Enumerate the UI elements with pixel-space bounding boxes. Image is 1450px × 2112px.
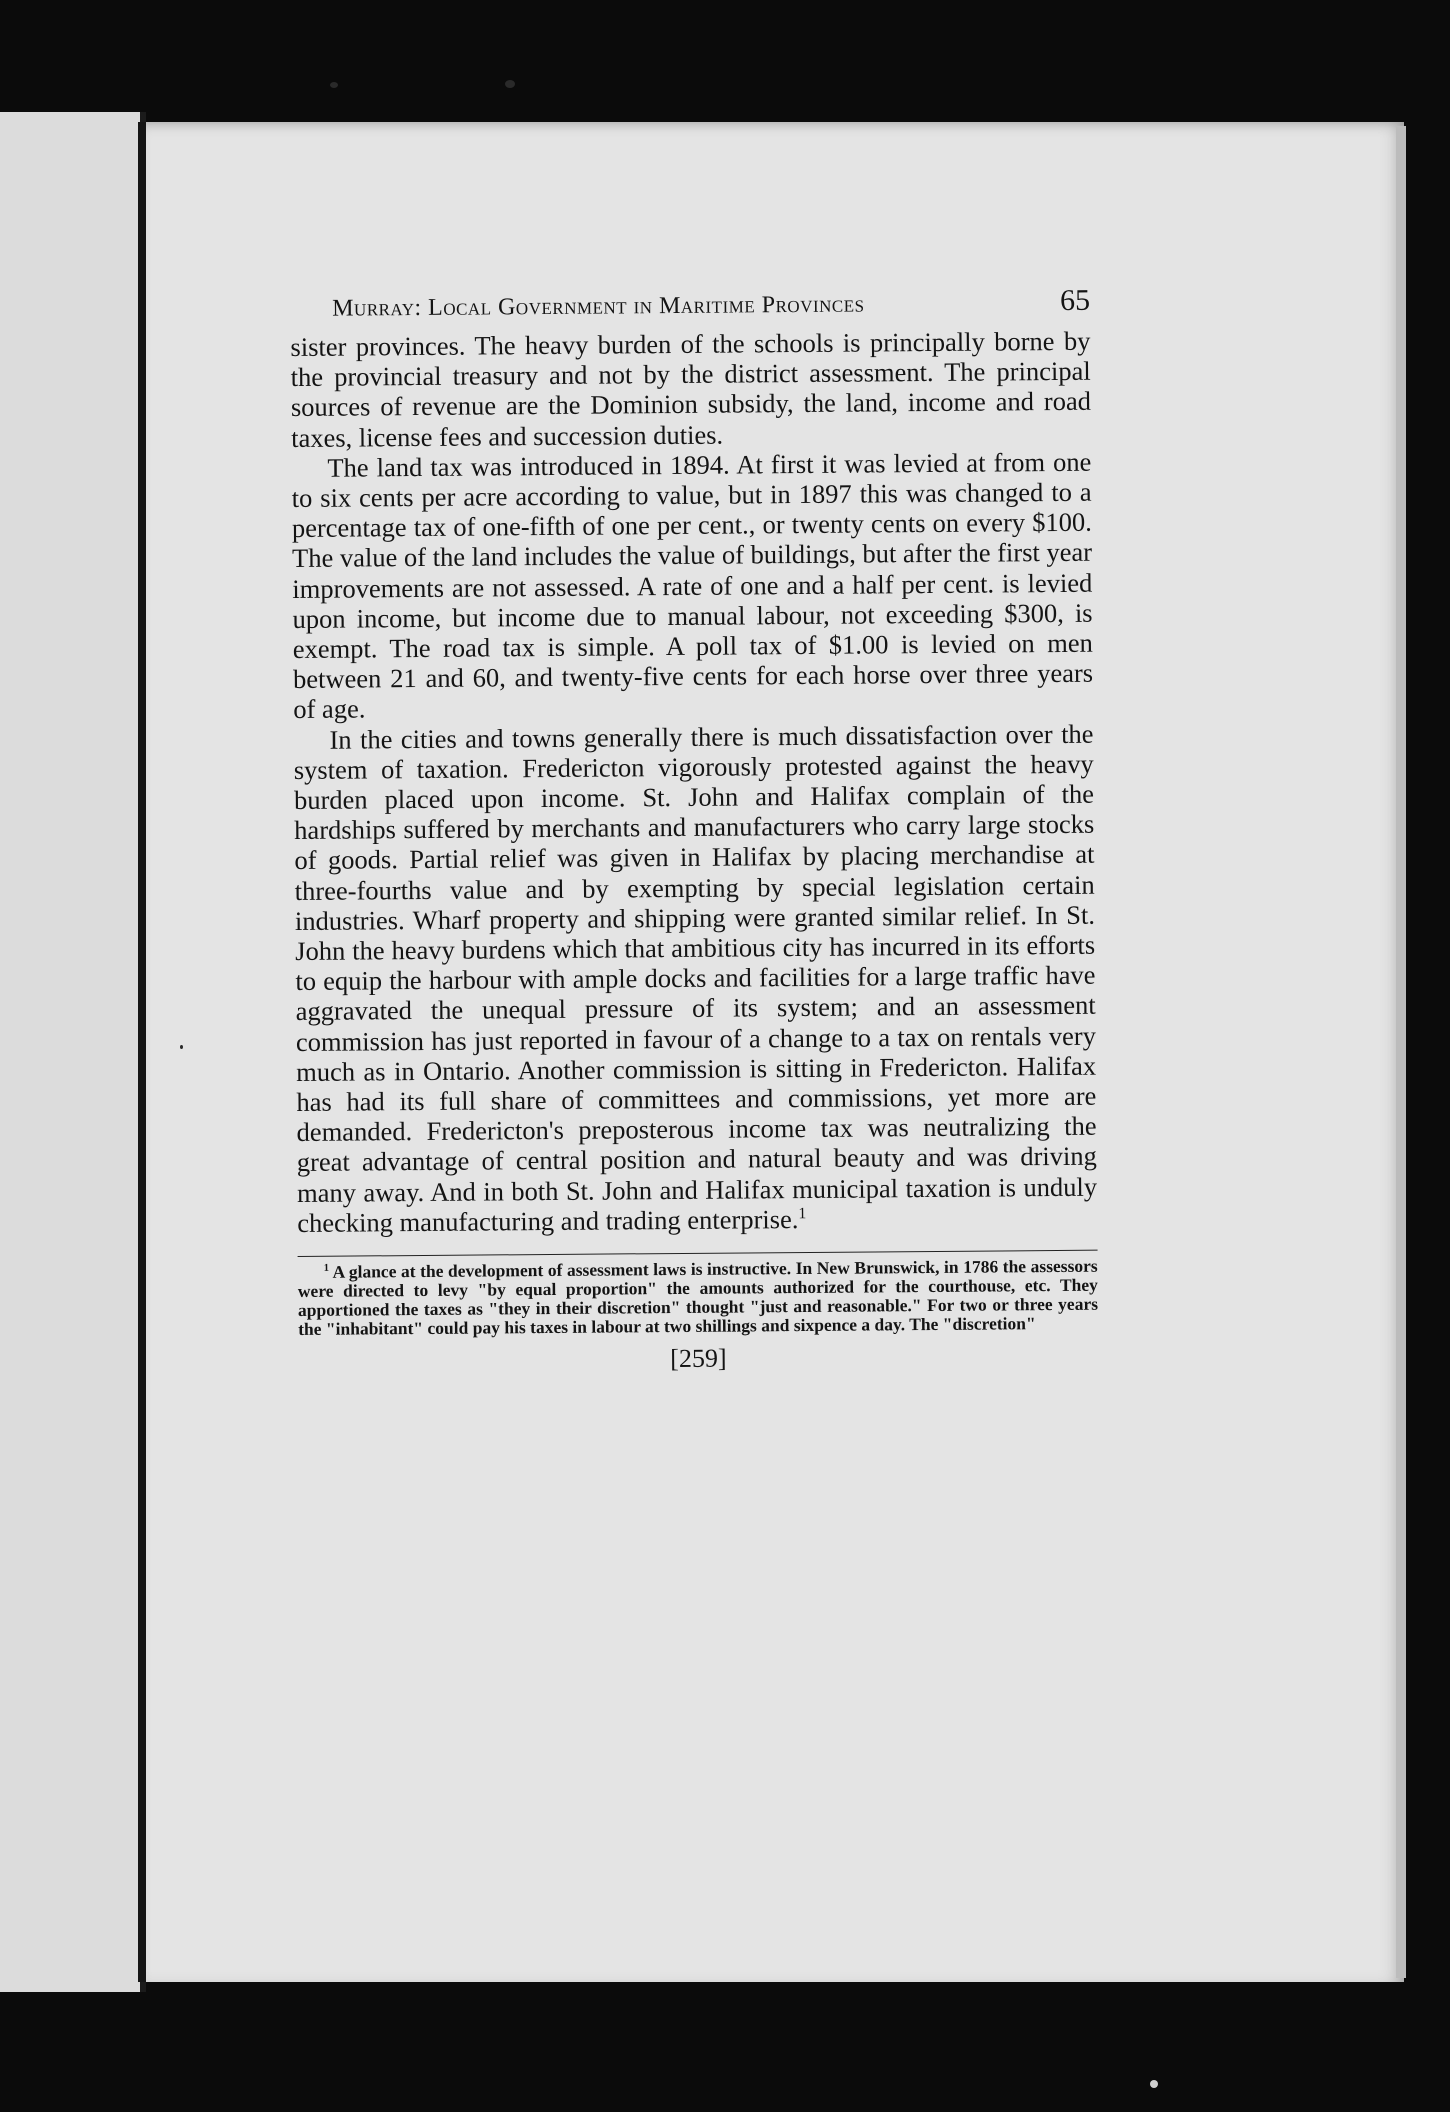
footnote xyxy=(298,1257,1099,1339)
dust-speck xyxy=(505,80,515,88)
page-fore-edge xyxy=(1396,126,1406,1978)
dust-speck xyxy=(180,1045,183,1049)
dust-speck xyxy=(330,82,338,88)
footnote-marker: 1 xyxy=(323,1262,329,1275)
paragraph-2-text: The land tax was introduced in 1894. At first it was levied at from one to six cents per acre according to value, but in 1897 this was changed to a percentage tax of one-fifth of one per cent., or twenty cents on every $100. The value of the land includes the value of buildings, but after the first year improvements are not assessed. A rate of one and a half per cent. is levied upon income, but income due to manual labour, not exceeding $300, is exempt. The road tax is simple. A poll tax of $1.00 is levied on men between 21 and 60, and twenty-five cents for each horse over three years of age. xyxy=(291,446,1094,725)
paragraph-1 xyxy=(290,326,1091,453)
paragraph-3-text: In the cities and towns generally there is much dissatisfaction over the system of taxation. Fredericton vigorously protested against the heavy burden placed upon income. St. John and Halifax complain of the hardships suffered by merchants and manufacturers who carry large stocks of goods. Partial relief was given in Halifax by placing merchandise at three-fourths value and by exempting by special legislation certain industries. Wharf property and shipping were granted similar relief. In St. John the heavy burdens which that ambitious city has incurred in its efforts to equip the harbour with ample docks and facilities for a large traffic have aggravated the unequal pressure of its system; and an assessment commission has just reported in favour of a change to a tax on rentals very much as in Ontario. Another commission is sitting in Fredericton. Halifax has had its full share of committees and commissions, yet more are demanded. Fredericton's preposterous income tax was neutralizing the great advantage of central position and natural beauty and was driving many away. And in both St. John and Halifax municipal taxation is unduly checking manufacturing and trading enterprise. xyxy=(293,718,1098,1238)
paragraph-3 xyxy=(293,718,1097,1238)
footnote-text: A glance at the development of assessment laws is instructive. In New Brunswick, in 1786 the assessors were directed to levy "by equal proportion" the amounts authorized for the courthouse, etc. They apportioned the taxes as "they in their discretion" thought "just and reasonable." For two or three years the "inhabitant" could pay his taxes in labour at two shillings and sixpence a day. The "discretion" xyxy=(297,1255,1099,1340)
dust-speck xyxy=(1150,2080,1158,2088)
signature-mark: [259] xyxy=(670,1343,727,1374)
running-head xyxy=(332,284,1090,324)
paragraph-2 xyxy=(291,447,1093,725)
paragraph-1-text: sister provinces. The heavy burden of the schools is principally borne by the provincial treasury and not by the district assessment. The principal sources of revenue are the Dominion subsidy, the land, income and road taxes, license fees and succession duties. xyxy=(290,325,1092,453)
running-head-title: Murray: Local Government in Maritime Provinces xyxy=(332,291,865,322)
page-text-block xyxy=(290,284,1099,1377)
page-number: 65 xyxy=(1059,283,1091,317)
footnote-reference: 1 xyxy=(798,1205,807,1223)
previous-page-edge xyxy=(0,112,146,1992)
